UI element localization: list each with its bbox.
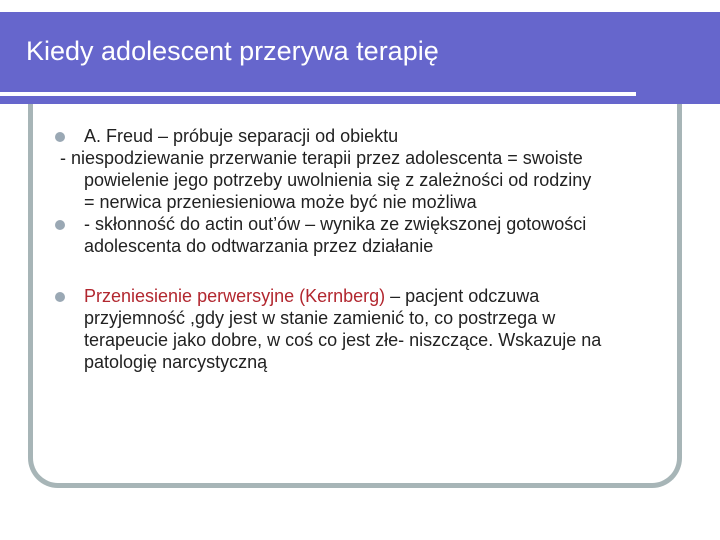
bullet-text-rest: – pacjent odczuwa [385, 286, 540, 306]
bullet-item-kernberg [52, 285, 672, 373]
bullet-text: adolescenta do odtwarzania przez działanie [84, 236, 434, 256]
sub-line: powielenie jego potrzeby uwolnienia się z zależności od rodziny [84, 170, 592, 190]
slide-title: Kiedy adolescent przerywa terapię [26, 36, 439, 66]
bullet-icon [55, 292, 65, 302]
bullet-icon [55, 220, 65, 230]
bullet-text: - skłonność do actin out’ów – wynika ze zwiększonej gotowości [84, 214, 587, 234]
bullet-text [84, 285, 672, 307]
bullet-text: terapeucie jako dobre, w coś co jest złe- niszczące. Wskazuje na [84, 330, 602, 350]
bullet-text: A. Freud – próbuje separacji od obiektu [84, 126, 399, 146]
bullet-item-freud [52, 125, 672, 213]
bullet-item-acting-out [52, 213, 672, 257]
bullet-icon [55, 132, 65, 142]
bullet-text: przyjemność ,gdy jest w stanie zamienić to, co postrzega w [84, 308, 556, 328]
title-rule [0, 92, 636, 96]
spacer [52, 257, 672, 285]
title-bar-extension [694, 12, 720, 104]
bullet-text: patologię narcystyczną [84, 352, 268, 372]
sub-line: - niespodziewanie przerwanie terapii przez adolescenta = swoiste [60, 148, 583, 168]
highlight-term: Przeniesienie perwersyjne (Kernberg) [84, 286, 386, 306]
sub-line: = nerwica przeniesieniowa może być nie możliwa [84, 192, 477, 212]
slide-content [52, 125, 672, 373]
